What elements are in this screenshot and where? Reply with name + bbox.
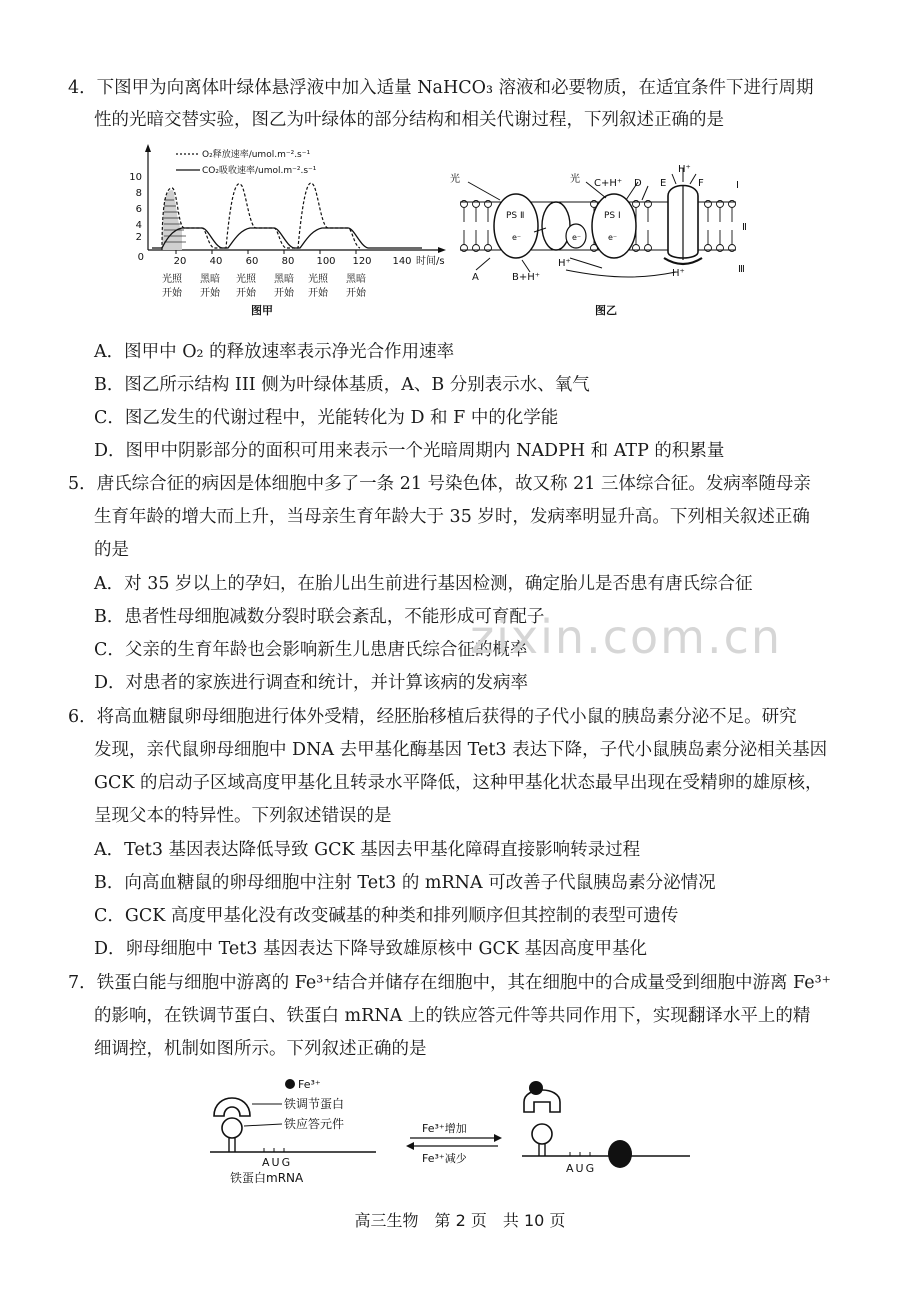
cytochrome-complex	[542, 202, 570, 250]
q5-option-b: B．患者性母细胞减数分裂时联会紊乱，不能形成可育配子	[94, 607, 545, 627]
label-f: F	[698, 178, 704, 189]
q7-figure	[200, 1068, 700, 1192]
q6-option-a: A．Tet3 基因表达降低导致 GCK 基因去甲基化障碍直接影响转录过程	[94, 840, 641, 860]
q5-stem-line3: 的是	[94, 540, 129, 560]
page-footer: 高三生物 第 2 页 共 10 页	[354, 1211, 566, 1230]
q7-stem-line2: 的影响，在铁调节蛋白、铁蛋白 mRNA 上的铁应答元件等共同作用下，实现翻译水平上的精	[94, 1006, 811, 1026]
aug-right: AUG	[566, 1162, 597, 1175]
phase1-bottom: 开始	[162, 288, 182, 299]
x-axis-arrow	[438, 247, 446, 253]
q6-option-d: D．卵母细胞中 Tet3 基因表达下降导致雄原核中 GCK 基因高度甲基化	[94, 939, 648, 959]
label-a: A	[472, 272, 479, 283]
ps2-label: PS Ⅱ	[506, 211, 525, 221]
q4-stem-line1: 4．下图甲为向离体叶绿体悬浮液中加入适量 NaHCO₃ 溶液和必要物质，在适宜条件下进行周期	[68, 78, 814, 98]
y-tick-0: 0	[137, 252, 144, 263]
fe-dot-legend	[285, 1079, 295, 1089]
phase4-top: 黑暗	[274, 274, 294, 285]
q6-option-b: B．向高血糖鼠的卵母细胞中注射 Tet3 的 mRNA 可改善子代鼠胰岛素分泌情况	[94, 873, 716, 893]
x-axis-unit: 时间/s	[416, 256, 445, 267]
phase5-bottom: 开始	[308, 288, 328, 299]
co2-curve	[152, 228, 422, 248]
label-iron-regulatory-protein: 铁调节蛋白	[284, 1097, 345, 1111]
label-h-top: H⁺	[678, 164, 691, 175]
fig-yi-caption: 图乙	[595, 304, 617, 317]
ps1-label: PS Ⅰ	[604, 211, 621, 221]
q5-option-a: A．对 35 岁以上的孕妇，在胎儿出生前进行基因检测，确定胎儿是否患有唐氏综合征	[94, 574, 753, 594]
side-label-2: Ⅱ	[742, 222, 747, 233]
phase6-top: 黑暗	[346, 274, 366, 285]
x-tick-60: 60	[245, 256, 259, 267]
label-fe-increase: Fe³⁺增加	[422, 1122, 467, 1135]
side-label-1: Ⅰ	[736, 180, 739, 191]
ps1-complex	[592, 194, 636, 258]
iron-regulatory-protein-right	[524, 1090, 560, 1112]
q4-option-c: C．图乙发生的代谢过程中，光能转化为 D 和 F 中的化学能	[94, 408, 559, 428]
q6-option-c: C．GCK 高度甲基化没有改变碱基的种类和排列顺序但其控制的表型可遗传	[94, 906, 679, 926]
x-tick-80: 80	[281, 256, 295, 267]
phase6-bottom: 开始	[346, 288, 366, 299]
light-right: 光	[570, 174, 580, 185]
y-tick-8: 8	[135, 188, 142, 199]
fig-jia-caption: 图甲	[251, 304, 273, 317]
fe-bound-dot	[529, 1081, 543, 1095]
carrier-electron: e⁻	[572, 233, 582, 242]
y-tick-4: 4	[135, 220, 142, 231]
q4-stem-line2: 性的光暗交替实验，图乙为叶绿体的部分结构和相关代谢过程，下列叙述正确的是	[94, 110, 724, 130]
ribosome	[608, 1140, 632, 1168]
q6-stem-line4: 呈现父本的特异性。下列叙述错误的是	[94, 806, 392, 826]
q6-stem-line3: GCK 的启动子区域高度甲基化且转录水平降低，这种甲基化状态最早出现在受精卵的雄原核，	[94, 773, 823, 793]
y-tick-6: 6	[135, 204, 142, 215]
y-axis-arrow	[145, 144, 151, 152]
x-tick-40: 40	[209, 256, 223, 267]
ps2-complex	[494, 194, 538, 258]
phase2-bottom: 开始	[200, 288, 220, 299]
label-iron-response-element: 铁应答元件	[284, 1117, 345, 1131]
q4-option-b: B．图乙所示结构 III 侧为叶绿体基质，A、B 分别表示水、氧气	[94, 375, 590, 395]
phase5-top: 光照	[308, 274, 328, 285]
q5-stem-line1: 5．唐氏综合征的病因是体细胞中多了一条 21 号染色体，故又称 21 三体综合征。发病率随母亲	[68, 474, 811, 494]
phase3-top: 光照	[236, 274, 256, 285]
phase1-top: 光照	[162, 274, 182, 285]
legend-o2: O₂释放速率/umol.m⁻².s⁻¹	[202, 150, 311, 160]
fe-label: Fe³⁺	[298, 1078, 321, 1091]
x-tick-140: 140	[392, 256, 412, 267]
q5-stem-line2: 生育年龄的增大而上升，当母亲生育年龄大于 35 岁时，发病率明显升高。下列相关叙述正确	[94, 507, 810, 527]
ps2-electron: e⁻	[512, 233, 522, 242]
label-fe-decrease: Fe³⁺减少	[422, 1152, 467, 1165]
q7-stem-line1: 7．铁蛋白能与细胞中游离的 Fe³⁺结合并储存在细胞中，其在细胞中的合成量受到细胞中游离 Fe³⁺	[68, 973, 831, 993]
q4-figure-jia	[122, 142, 452, 322]
ps1-electron: e⁻	[608, 233, 618, 242]
q4-option-d: D．图甲中阴影部分的面积可用来表示一个光暗周期内 NADPH 和 ATP 的积累量	[94, 441, 725, 461]
q6-stem-line2: 发现，亲代鼠卵母细胞中 DNA 去甲基化酶基因 Tet3 表达下降，子代小鼠胰岛素分泌相关基因	[94, 740, 828, 760]
q5-option-d: D．对患者的家族进行调查和统计，并计算该病的发病率	[94, 673, 529, 693]
phase2-top: 黑暗	[200, 274, 220, 285]
x-tick-20: 20	[173, 256, 187, 267]
q6-stem-line1: 6．将高血糖鼠卵母细胞进行体外受精，经胚胎移植后获得的子代小鼠的胰岛素分泌不足。研究	[68, 707, 797, 727]
x-tick-100: 100	[316, 256, 336, 267]
watermark: zixin.com.cn	[470, 610, 783, 664]
ferritin-mrna-label: 铁蛋白mRNA	[230, 1171, 304, 1185]
iron-response-element-left	[222, 1118, 242, 1138]
y-tick-10: 10	[129, 172, 142, 183]
q4-option-a: A．图甲中 O₂ 的释放速率表示净光合作用速率	[94, 342, 455, 362]
aug-left: AUG	[262, 1156, 293, 1169]
label-d: D	[634, 178, 642, 189]
q4-figure-yi	[446, 160, 766, 322]
o2-curve	[162, 183, 360, 250]
iron-response-element-right	[532, 1124, 552, 1144]
light-left: 光	[450, 174, 460, 185]
q7-stem-line3: 细调控，机制如图所示。下列叙述正确的是	[94, 1039, 427, 1059]
label-c-h: C+H⁺	[594, 178, 623, 189]
label-h-right: H⁺	[672, 268, 685, 279]
legend-co2: CO₂吸收速率/umol.m⁻².s⁻¹	[202, 166, 317, 176]
y-tick-2: 2	[135, 232, 142, 243]
iron-regulatory-protein-left	[214, 1098, 250, 1116]
label-b-h: B+H⁺	[512, 272, 541, 283]
q5-option-c: C．父亲的生育年龄也会影响新生儿患唐氏综合征的概率	[94, 640, 528, 660]
phase4-bottom: 开始	[274, 288, 294, 299]
label-h-left: H⁺	[558, 258, 571, 269]
phase3-bottom: 开始	[236, 288, 256, 299]
side-label-3: Ⅲ	[738, 264, 745, 275]
label-e: E	[660, 178, 667, 189]
x-tick-120: 120	[352, 256, 372, 267]
